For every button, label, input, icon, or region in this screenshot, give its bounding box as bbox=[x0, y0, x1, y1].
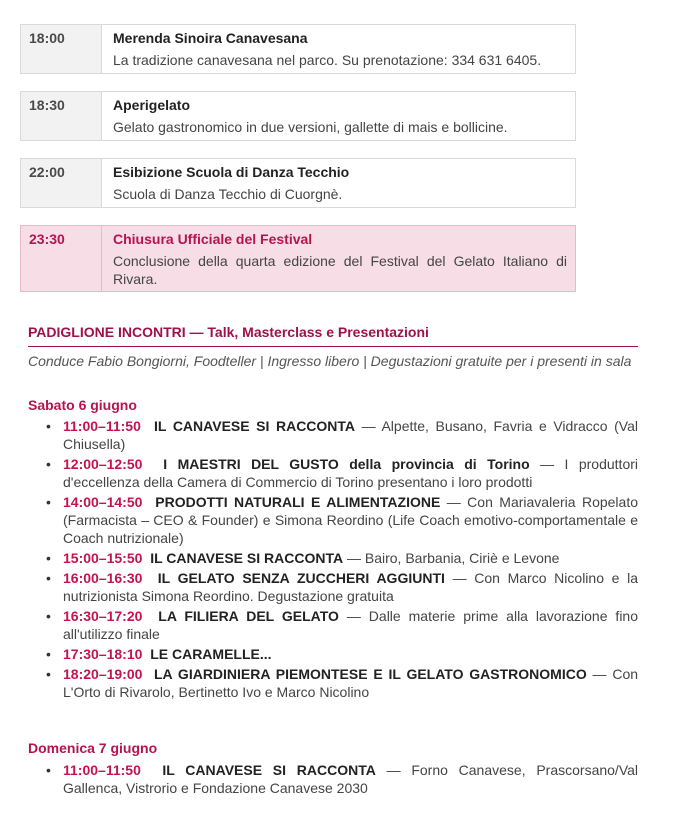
talk-list bbox=[28, 417, 638, 703]
talk-separator: — bbox=[586, 666, 613, 682]
talk-description: Bairo, Barbania, Ciriè e Levone bbox=[364, 550, 560, 566]
event-description: Gelato gastronomico in due versioni, gallette di mais e bollicine. bbox=[113, 119, 508, 135]
talk-description: Forno Canavese, Prascorsano/Val Gallenca, Vistrorio e Fondazione Canavese 2030 bbox=[63, 762, 639, 796]
talk-time: 11:00–11:50 bbox=[63, 418, 141, 434]
talk-title: IL CANAVESE SI RACCONTA bbox=[154, 418, 356, 434]
event-body bbox=[102, 92, 575, 140]
talk-title: IL CANAVESE SI RACCONTA bbox=[162, 762, 376, 778]
list-item bbox=[28, 645, 638, 663]
talk-title: I MAESTRI DEL GUSTO della provincia di Torino bbox=[163, 456, 530, 472]
list-item bbox=[28, 417, 638, 453]
talk-title: IL CANAVESE SI RACCONTA bbox=[150, 550, 344, 566]
bullet-icon: • bbox=[46, 762, 51, 778]
talk-time: 18:20–19:00 bbox=[63, 666, 143, 682]
bullet-icon: • bbox=[46, 666, 51, 682]
talk-separator: — bbox=[440, 494, 468, 510]
list-item bbox=[28, 607, 638, 643]
event-title: Aperigelato bbox=[113, 97, 191, 113]
talk-description: Dalle materie prime alla lavorazione fino all'utilizzo finale bbox=[63, 608, 639, 642]
list-item bbox=[28, 549, 638, 567]
event-time: 18:00 bbox=[21, 25, 102, 73]
talk-time: 15:00–15:50 bbox=[63, 550, 143, 566]
talk-separator: — bbox=[375, 762, 412, 778]
talk-title: LA GIARDINIERA PIEMONTESE E IL GELATO GASTRONOMICO bbox=[154, 666, 587, 682]
event-title: Esibizione Scuola di Danza Tecchio bbox=[113, 164, 350, 180]
event-title: Merenda Sinoira Canavesana bbox=[113, 30, 308, 46]
talk-title: LE CARAMELLE... bbox=[150, 646, 272, 662]
list-item bbox=[28, 455, 638, 491]
event-row bbox=[20, 24, 576, 74]
list-item bbox=[28, 493, 638, 547]
talk-title: LA FILIERA DEL GELATO bbox=[158, 608, 339, 624]
day-heading: Sabato 6 giugno bbox=[28, 397, 137, 413]
talk-title: PRODOTTI NATURALI E ALIMENTAZIONE bbox=[155, 494, 441, 510]
event-row-highlighted bbox=[20, 225, 576, 292]
bullet-icon: • bbox=[46, 608, 51, 624]
talk-description: Con Marco Nicolino e la nutrizionista Simona Reordino. Degustazione gratuita bbox=[63, 570, 639, 604]
bullet-icon: • bbox=[46, 456, 51, 472]
talk-separator: — bbox=[338, 608, 369, 624]
event-body bbox=[102, 226, 575, 291]
talk-description: Con L'Orto di Rivarolo, Bertinetto Ivo e Marco Nicolino bbox=[63, 666, 639, 700]
talk-separator: — bbox=[444, 570, 475, 586]
bullet-icon: • bbox=[46, 550, 51, 566]
event-title: Chiusura Ufficiale del Festival bbox=[113, 231, 313, 247]
talk-time: 12:00–12:50 bbox=[63, 456, 143, 472]
day-heading: Domenica 7 giugno bbox=[28, 740, 158, 756]
talk-time: 16:30–17:20 bbox=[63, 608, 143, 624]
event-time: 23:30 bbox=[21, 226, 102, 291]
bullet-icon: • bbox=[46, 570, 51, 586]
event-time: 18:30 bbox=[21, 92, 102, 140]
bullet-icon: • bbox=[46, 646, 51, 662]
talk-list bbox=[28, 761, 638, 799]
talk-separator: — bbox=[343, 550, 365, 566]
section-note: Conduce Fabio Bongiorni, Foodteller | Ingresso libero | Degustazioni gratuite per i presenti in sala bbox=[28, 353, 632, 369]
talk-time: 16:00–16:30 bbox=[63, 570, 143, 586]
bullet-icon: • bbox=[46, 418, 51, 434]
talk-description: Alpette, Busano, Favria e Vidracco (Val Chiusella) bbox=[63, 418, 638, 452]
list-item bbox=[28, 665, 638, 701]
talk-description: Con Mariavaleria Ropelato (Farmacista – CEO & Founder) e Simona Reordino (Life Coach emotivo-comportamentale e Coach nutrizionale) bbox=[63, 494, 639, 546]
event-body bbox=[102, 159, 575, 207]
event-description: La tradizione canavesana nel parco. Su prenotazione: 334 631 6405. bbox=[113, 52, 542, 68]
talk-time: 17:30–18:10 bbox=[63, 646, 143, 662]
list-item bbox=[28, 569, 638, 605]
bullet-icon: • bbox=[46, 494, 51, 510]
talk-description: I produttori d'eccellenza della Camera di Commercio di Torino presentano i loro prodotti bbox=[63, 456, 639, 490]
talk-separator: — bbox=[529, 456, 565, 472]
event-body bbox=[102, 25, 575, 73]
talk-title: IL GELATO SENZA ZUCCHERI AGGIUNTI bbox=[157, 570, 445, 586]
event-time: 22:00 bbox=[21, 159, 102, 207]
event-row bbox=[20, 158, 576, 208]
event-description: Conclusione della quarta edizione del Festival del Gelato Italiano di Rivara. bbox=[113, 253, 567, 287]
event-row bbox=[20, 91, 576, 141]
event-description: Scuola di Danza Tecchio di Cuorgnè. bbox=[113, 186, 343, 202]
talk-time: 14:00–14:50 bbox=[63, 494, 143, 510]
section-title: PADIGLIONE INCONTRI — Talk, Masterclass e Presentazioni bbox=[28, 324, 638, 347]
list-item bbox=[28, 761, 638, 797]
talk-time: 11:00–11:50 bbox=[63, 762, 141, 778]
talk-separator: — bbox=[355, 418, 382, 434]
